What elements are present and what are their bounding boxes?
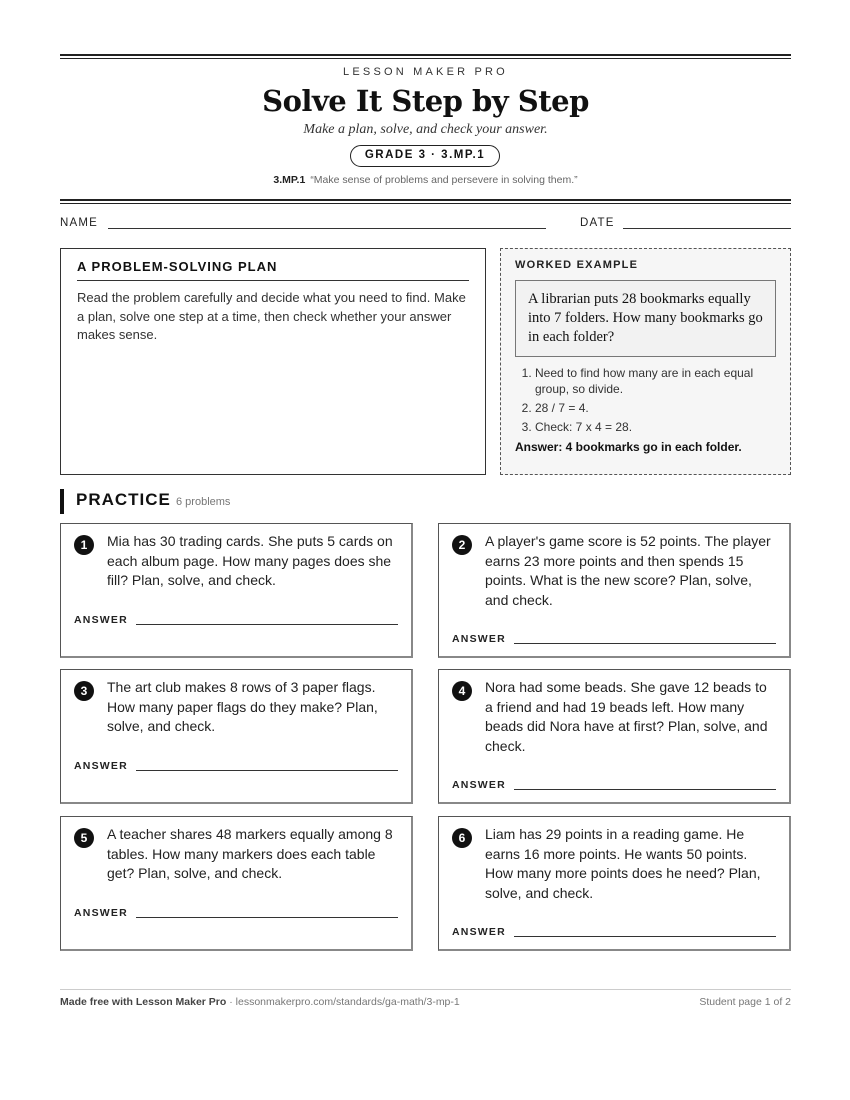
answer-label: ANSWER	[452, 779, 506, 791]
worksheet-page	[60, 0, 791, 1100]
answer-label: ANSWER	[74, 614, 128, 626]
problem-number-badge: 3	[74, 681, 94, 701]
answer-field[interactable]	[136, 917, 398, 918]
example-step: 3. Check: 7 x 4 = 28.	[535, 419, 776, 435]
date-label: DATE	[580, 217, 615, 229]
answer-label: ANSWER	[452, 926, 506, 938]
problem-text: A teacher shares 48 markers equally among 8 tables. How many markers does each table get? Plan, solve, and check.	[107, 826, 393, 881]
example-step: 1. Need to find how many are in each equal group, so divide.	[535, 365, 776, 397]
footer-credit	[60, 996, 460, 1008]
problem-text: A player's game score is 52 points. The player earns 23 more points and then spends 15 points. What is the new score? Plan, solve, and check.	[485, 533, 771, 608]
answer-field[interactable]	[514, 643, 776, 644]
problem-card-3	[60, 669, 413, 804]
date-field[interactable]	[623, 228, 791, 229]
example-step: 2. 28 / 7 = 4.	[535, 400, 776, 416]
worksheet-title: Solve It Step by Step	[262, 84, 589, 118]
standard-text: “Make sense of problems and persevere in solving them.”	[310, 174, 578, 186]
answer-field[interactable]	[136, 770, 398, 771]
example-answer: Answer: 4 bookmarks go in each folder.	[515, 440, 742, 454]
problem-text: Nora had some beads. She gave 12 beads to a friend and had 19 beads left. How many beads did Nora have at first? Plan, solve, and check.	[485, 679, 768, 754]
practice-accent-bar	[60, 489, 64, 514]
plan-title: A PROBLEM-SOLVING PLAN	[77, 259, 469, 281]
problem-card-1	[60, 523, 413, 658]
practice-title: PRACTICE	[76, 490, 171, 509]
answer-label: ANSWER	[74, 907, 128, 919]
problem-number-badge: 6	[452, 828, 472, 848]
footer-made-with: Made free with Lesson Maker Pro	[60, 996, 227, 1008]
problem-text: Liam has 29 points in a reading game. He earns 16 more points. He wants 50 points. How many more points does he need? Plan, solve, and check.	[485, 826, 761, 901]
example-title: WORKED EXAMPLE	[515, 259, 639, 271]
header-top-rule	[60, 54, 791, 59]
problem-number-badge: 5	[74, 828, 94, 848]
answer-field[interactable]	[514, 789, 776, 790]
example-problem: A librarian puts 28 bookmarks equally into 7 folders. How many bookmarks go in each folder?	[515, 280, 776, 357]
footer-rule	[60, 989, 791, 990]
standard-code: 3.MP.1	[273, 174, 306, 186]
problem-number-badge: 4	[452, 681, 472, 701]
problem-number-badge: 2	[452, 535, 472, 555]
standard-line	[60, 174, 791, 186]
name-label: NAME	[60, 217, 99, 229]
problem-card-4	[438, 669, 791, 804]
practice-count: 6 problems	[176, 496, 231, 508]
worksheet-subtitle: Make a plan, solve, and check your answer.	[303, 122, 548, 137]
grade-badge: GRADE 3 · 3.MP.1	[350, 145, 500, 167]
problem-card-2	[438, 523, 791, 658]
footer-page-number: Student page 1 of 2	[699, 996, 791, 1008]
answer-label: ANSWER	[452, 633, 506, 645]
problem-card-5	[60, 816, 413, 951]
footer-url[interactable]: · lessonmakerpro.com/standards/ga-math/3-mp-1	[226, 996, 460, 1008]
problem-card-6	[438, 816, 791, 951]
answer-field[interactable]	[136, 624, 398, 625]
problem-text: Mia has 30 trading cards. She puts 5 cards on each album page. How many pages does she fill? Plan, solve, and check.	[107, 533, 393, 588]
answer-label: ANSWER	[74, 760, 128, 772]
name-field[interactable]	[108, 228, 546, 229]
answer-field[interactable]	[514, 936, 776, 937]
header-bottom-rule	[60, 199, 791, 204]
problem-solving-plan	[60, 248, 486, 475]
brand-name: LESSON MAKER PRO	[343, 66, 508, 78]
problem-number-badge: 1	[74, 535, 94, 555]
worked-example	[500, 248, 791, 475]
example-steps	[515, 365, 776, 435]
problem-text: The art club makes 8 rows of 3 paper flags. How many paper flags do they make? Plan, solve, and check.	[107, 679, 378, 734]
plan-text: Read the problem carefully and decide what you need to find. Make a plan, solve one step at a time, then check whether your answer makes sense.	[77, 290, 466, 342]
